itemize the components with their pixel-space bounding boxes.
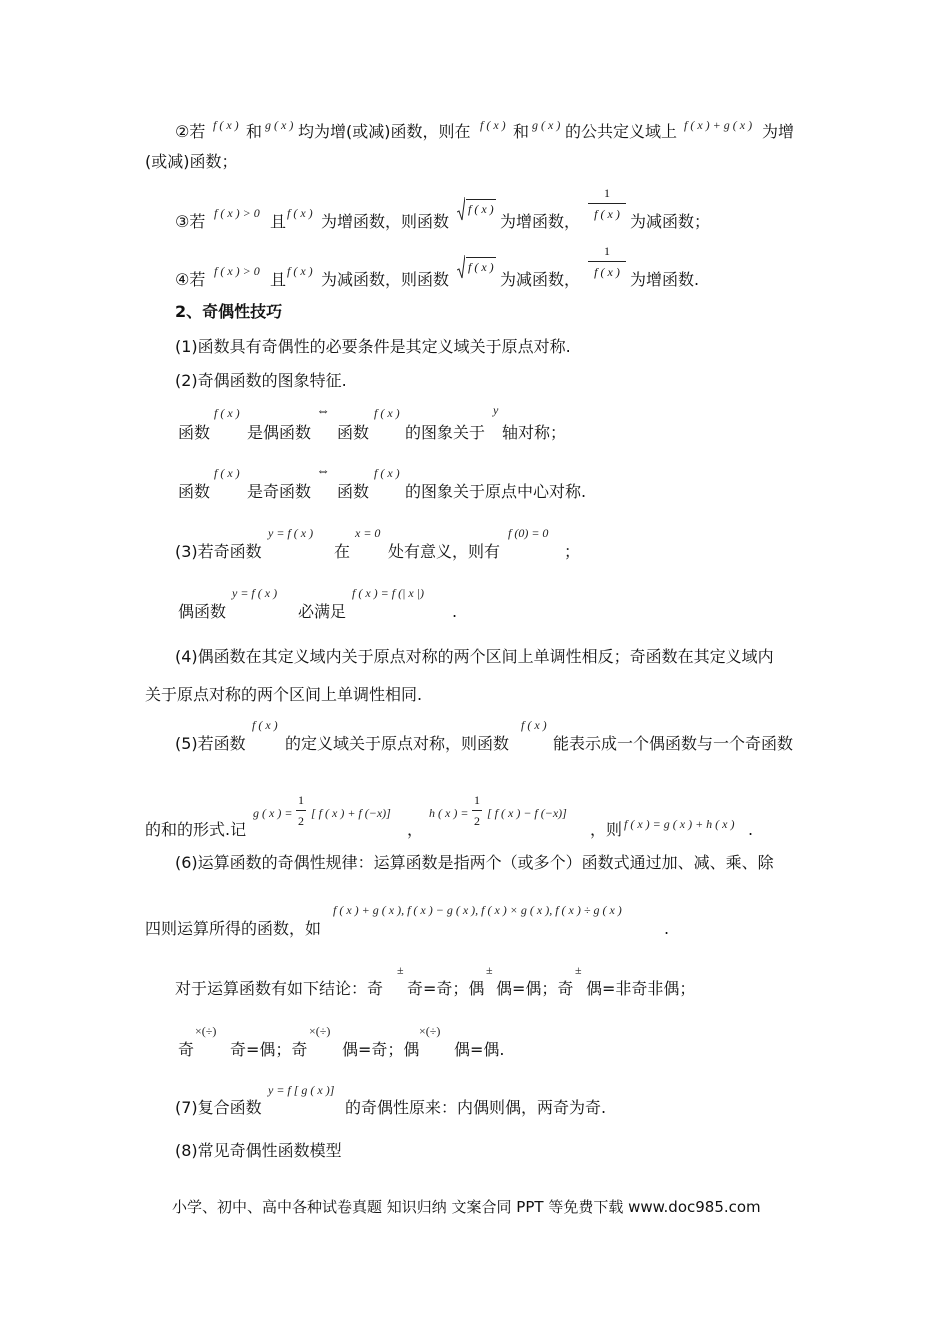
math-composite: y = f [ g ( x )] [268,1083,335,1097]
fraction: 1 f ( x ) [588,244,626,279]
math-y: y [493,403,499,417]
paragraph: 关于原点对称的两个区间上单调性相同. [145,685,423,704]
times-div-symbol: ×(÷) [419,1024,441,1038]
math-g-lhs: g ( x ) = [253,806,293,820]
pm-symbol: ± [486,963,493,977]
math-h-rhs: [ f ( x ) − f (−x)] [487,806,567,820]
math-result: f ( x ) = g ( x ) + h ( x ) [624,817,735,831]
math-fx: f ( x ) [374,406,400,420]
text: 是奇函数 [247,482,312,501]
text: 且 [270,270,287,289]
section-heading: 2、奇偶性技巧 [175,302,283,321]
text: 偶=偶. [454,1040,505,1059]
text: 轴对称； [502,423,567,442]
times-div-symbol: ×(÷) [309,1024,331,1038]
math-fx: f ( x ) [213,118,239,132]
math-f0: f (0) = 0 [508,526,549,540]
times-div-symbol: ×(÷) [195,1024,217,1038]
fraction-half: 1 2 [298,793,304,828]
text: (5)若函数 [175,734,246,753]
text: 在 [334,542,351,561]
text: (3)若奇函数 [175,542,262,561]
text: . [452,602,458,621]
math-abs: f ( x ) = f (| x |) [352,586,424,600]
text: 为增函数，则函数 [321,212,450,231]
text: (7)复合函数 [175,1098,262,1117]
text: ， [407,820,424,839]
text: 函数 [178,423,211,442]
text: 偶=非奇非偶； [586,979,696,998]
math-examples: f ( x ) + g ( x ), f ( x ) − g ( x ), f ( x ) × g ( x ), f ( x ) ÷ g ( x ) [333,903,622,917]
iff-symbol: ⇔ [316,404,330,419]
paragraph: (8)常见奇偶性函数模型 [175,1141,342,1160]
fraction-half: 1 2 [474,793,480,828]
pm-symbol: ± [397,963,404,977]
text: 函数 [337,482,370,501]
text: 必满足 [298,602,347,621]
paragraph: (4)偶函数在其定义域内关于原点对称的两个区间上单调性相反；奇函数在其定义域内 [175,647,774,666]
math-sum: f ( x ) + g ( x ) [684,118,753,132]
text: ②若 [175,122,206,141]
text: 和 [246,122,263,141]
math-fx: f ( x ) [287,206,313,220]
text: 偶=奇；偶 [342,1040,420,1059]
text: 的公共定义域上 [565,122,678,141]
text: 的图象关于 [405,423,486,442]
math-x0: x = 0 [355,526,381,540]
paragraph: (2)奇偶函数的图象特征. [175,371,347,390]
math-g-rhs: [ f ( x ) + f (−x)] [311,806,391,820]
text: . [748,820,754,839]
math-gx: g ( x ) [265,118,294,132]
text: 奇 [178,1040,195,1059]
text: 能表示成一个偶函数与一个奇函数 [553,734,794,753]
text: 偶=偶；奇 [496,979,574,998]
iff-symbol: ⇔ [316,464,330,479]
math-cond: f ( x ) > 0 [214,264,260,278]
text: . [664,919,670,938]
text: ③若 [175,212,206,231]
math-fx: f ( x ) [252,718,278,732]
text: 处有意义，则有 [388,542,501,561]
text: 奇=偶；奇 [230,1040,308,1059]
text: 的图象关于原点中心对称. [405,482,587,501]
math-h-lhs: h ( x ) = [429,806,469,820]
text: 为减函数， [500,270,581,289]
text: 的和的形式.记 [145,820,247,839]
text: ； [564,542,581,561]
text: 的奇偶性原来：内偶则偶，两奇为奇. [345,1098,607,1117]
math-fx: f ( x ) [374,466,400,480]
math-fx: f ( x ) [214,406,240,420]
text: ④若 [175,270,206,289]
text: 是偶函数 [247,423,312,442]
text: 对于运算函数有如下结论：奇 [175,979,384,998]
math-eq: y = f ( x ) [268,526,314,540]
text: 的定义域关于原点对称，则函数 [285,734,510,753]
text: 函数 [337,423,370,442]
text: 四则运算所得的函数，如 [145,919,322,938]
math-eq: y = f ( x ) [232,586,278,600]
math-cond: f ( x ) > 0 [214,206,260,220]
text: (或减)函数； [145,152,238,171]
math-fx: f ( x ) [214,466,240,480]
paragraph: (1)函数具有奇偶性的必要条件是其定义域关于原点对称. [175,337,571,356]
math-fx: f ( x ) [287,264,313,278]
math-fx: f ( x ) [480,118,506,132]
text: 为减函数，则函数 [321,270,450,289]
math-fx: f ( x ) [521,718,547,732]
text: 和 [513,122,530,141]
text: 函数 [178,482,211,501]
text: 为减函数； [630,212,711,231]
text: 奇=奇；偶 [407,979,485,998]
text: 为增函数， [500,212,581,231]
text: ，则 [590,820,623,839]
text: 为增 [762,122,795,141]
fraction: 1 f ( x ) [588,186,626,221]
text: 均为增(或减)函数，则在 [298,122,471,141]
math-gx: g ( x ) [532,118,561,132]
text: 偶函数 [178,602,227,621]
text: 为增函数. [630,270,700,289]
text: 且 [270,212,287,231]
paragraph: (6)运算函数的奇偶性规律：运算函数是指两个（或多个）函数式通过加、减、乘、除 [175,853,774,872]
pm-symbol: ± [575,963,582,977]
footer-banner: 小学、初中、高中各种试卷真题 知识归纳 文案合同 PPT 等免费下载 www.doc985.com [172,1198,761,1216]
